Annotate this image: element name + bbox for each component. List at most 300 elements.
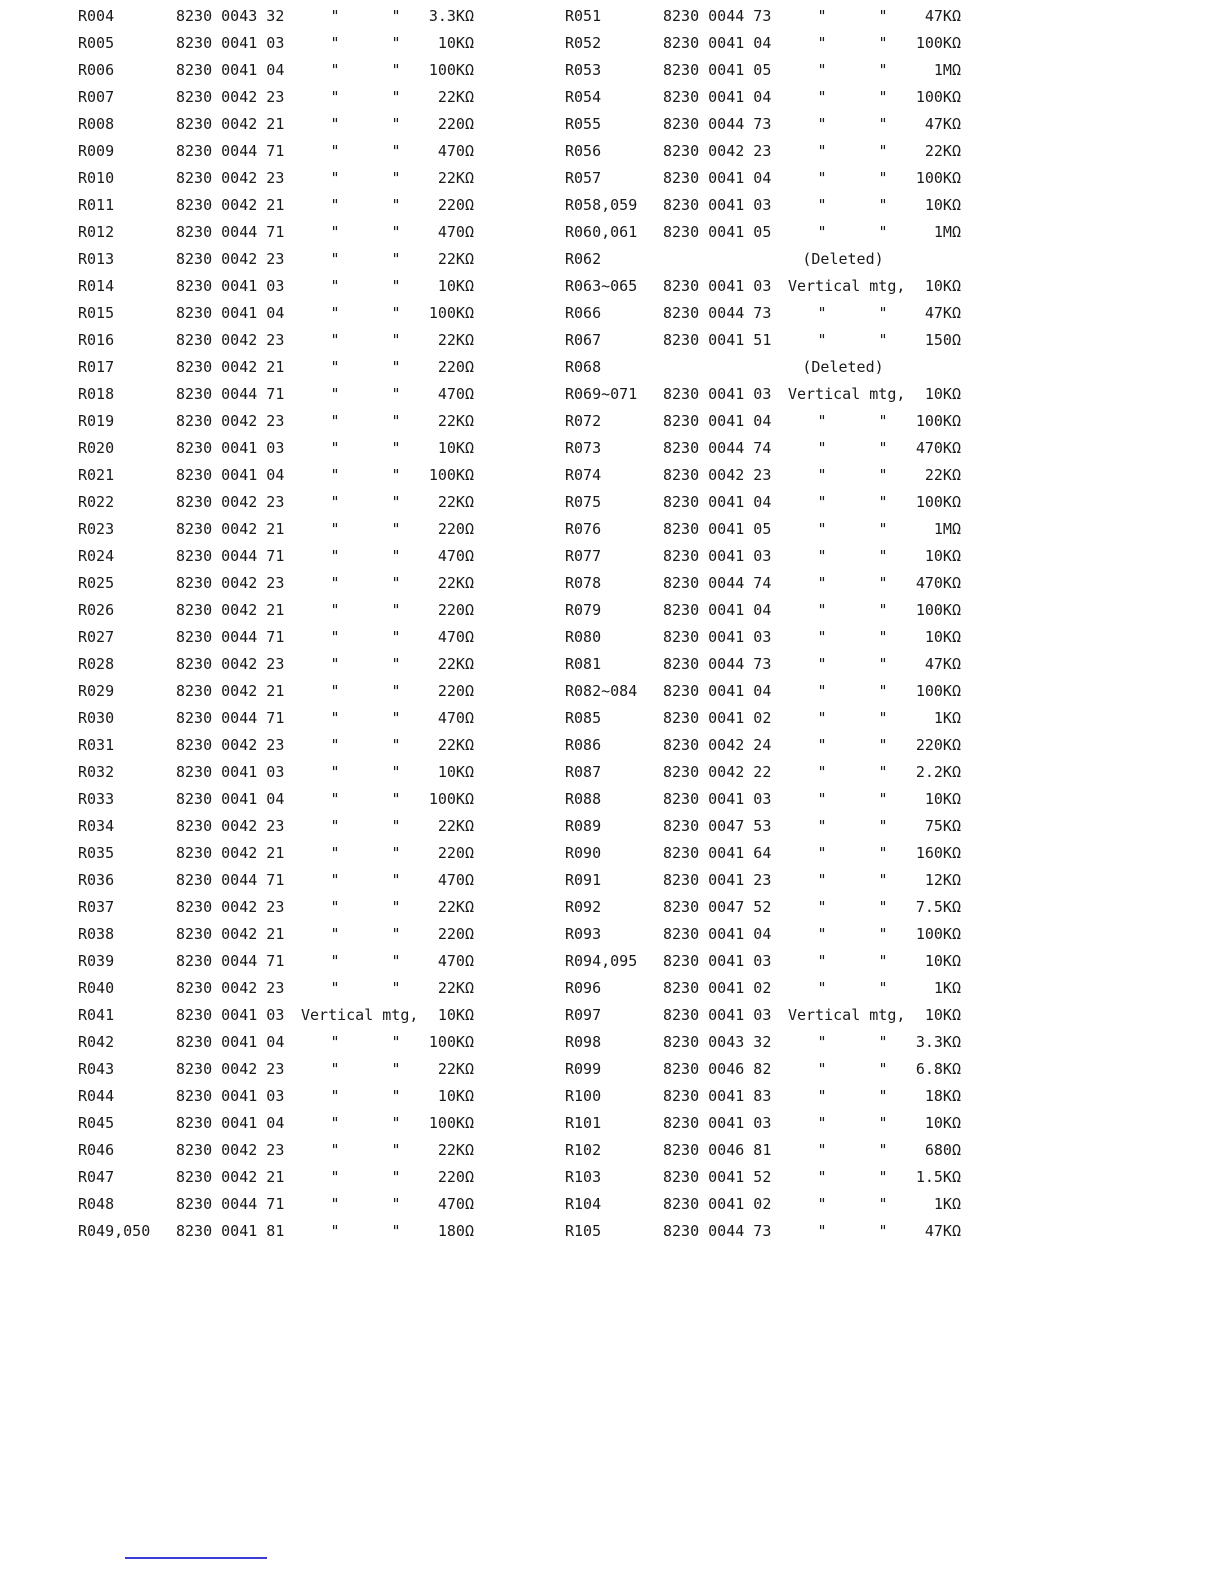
part-code: 8230 0044 71 [176, 952, 285, 970]
part-code: 8230 0042 23 [176, 88, 285, 106]
ditto-mark: " [330, 574, 340, 592]
resistance-value: 22KΩ [924, 142, 961, 160]
part-ref: R038 [78, 925, 115, 943]
ditto-mark: " [330, 331, 340, 349]
ditto-mark: " [878, 115, 888, 133]
part-ref: R087 [565, 763, 602, 781]
part-ref: R048 [78, 1195, 115, 1213]
footer-rule [125, 1557, 267, 1559]
ditto-mark: " [817, 493, 827, 511]
part-ref: R039 [78, 952, 115, 970]
resistance-value: 220Ω [437, 601, 474, 619]
ditto-mark: " [391, 277, 401, 295]
ditto-mark: " [878, 574, 888, 592]
ditto-mark: " [817, 844, 827, 862]
resistance-value: 100KΩ [915, 169, 961, 187]
ditto-mark: " [330, 520, 340, 538]
resistance-value: 1MΩ [933, 61, 961, 79]
part-code: 8230 0042 23 [176, 574, 285, 592]
ditto-mark: " [817, 1060, 827, 1078]
part-ref: R052 [565, 34, 602, 52]
part-ref: R042 [78, 1033, 115, 1051]
ditto-mark: " [391, 358, 401, 376]
resistance-value: 47KΩ [924, 7, 961, 25]
part-ref: R091 [565, 871, 602, 889]
ditto-mark: " [391, 331, 401, 349]
resistance-value: 10KΩ [924, 385, 961, 403]
part-ref: R060,061 [565, 223, 638, 241]
resistance-value: 22KΩ [437, 979, 474, 997]
part-ref: R030 [78, 709, 115, 727]
part-code: 8230 0041 04 [176, 466, 285, 484]
deleted-note: (Deleted) [802, 358, 884, 376]
ditto-mark: " [817, 1168, 827, 1186]
part-ref: R054 [565, 88, 602, 106]
part-ref: R068 [565, 358, 602, 376]
part-code: 8230 0041 03 [176, 34, 285, 52]
part-ref: R022 [78, 493, 115, 511]
ditto-mark: " [330, 763, 340, 781]
part-code: 8230 0041 03 [176, 1006, 285, 1024]
part-code: 8230 0042 23 [176, 979, 285, 997]
resistance-value: 100KΩ [428, 61, 474, 79]
part-ref: R069~071 [565, 385, 638, 403]
resistance-value: 22KΩ [437, 331, 474, 349]
ditto-mark: " [817, 925, 827, 943]
part-ref: R016 [78, 331, 115, 349]
resistance-value: 22KΩ [924, 466, 961, 484]
part-ref: R066 [565, 304, 602, 322]
resistance-value: 10KΩ [437, 1087, 474, 1105]
part-ref: R067 [565, 331, 602, 349]
mounting-note: Vertical mtg, [788, 1006, 906, 1024]
ditto-mark: " [817, 682, 827, 700]
part-code: 8230 0042 23 [176, 1141, 285, 1159]
part-ref: R019 [78, 412, 115, 430]
part-code: 8230 0041 04 [176, 61, 285, 79]
part-code: 8230 0042 23 [663, 142, 772, 160]
part-code: 8230 0042 21 [176, 1168, 285, 1186]
ditto-mark: " [878, 493, 888, 511]
ditto-mark: " [878, 871, 888, 889]
part-ref: R073 [565, 439, 602, 457]
part-code: 8230 0041 03 [176, 1087, 285, 1105]
ditto-mark: " [391, 466, 401, 484]
resistance-value: 22KΩ [437, 1060, 474, 1078]
ditto-mark: " [391, 169, 401, 187]
part-code: 8230 0044 71 [176, 871, 285, 889]
part-ref: R006 [78, 61, 115, 79]
ditto-mark: " [391, 655, 401, 673]
part-ref: R046 [78, 1141, 115, 1159]
resistance-value: 10KΩ [437, 277, 474, 295]
ditto-mark: " [330, 1222, 340, 1240]
resistance-value: 1KΩ [933, 979, 961, 997]
ditto-mark: " [330, 1141, 340, 1159]
resistance-value: 7.5KΩ [915, 898, 961, 916]
part-ref: R101 [565, 1114, 602, 1132]
ditto-mark: " [391, 871, 401, 889]
resistance-value: 1KΩ [933, 709, 961, 727]
part-ref: R044 [78, 1087, 115, 1105]
ditto-mark: " [330, 871, 340, 889]
ditto-mark: " [391, 574, 401, 592]
part-code: 8230 0047 53 [663, 817, 772, 835]
part-ref: R058,059 [565, 196, 638, 214]
resistance-value: 10KΩ [437, 763, 474, 781]
part-code: 8230 0047 52 [663, 898, 772, 916]
ditto-mark: " [391, 88, 401, 106]
resistance-value: 470Ω [437, 871, 474, 889]
resistance-value: 10KΩ [924, 628, 961, 646]
part-code: 8230 0042 23 [176, 1060, 285, 1078]
part-code: 8230 0044 71 [176, 1195, 285, 1213]
part-code: 8230 0042 21 [176, 358, 285, 376]
ditto-mark: " [330, 7, 340, 25]
part-ref: R055 [565, 115, 602, 133]
part-code: 8230 0041 04 [176, 304, 285, 322]
part-ref: R015 [78, 304, 115, 322]
ditto-mark: " [817, 412, 827, 430]
ditto-mark: " [391, 61, 401, 79]
part-code: 8230 0042 23 [176, 493, 285, 511]
resistance-value: 10KΩ [924, 547, 961, 565]
ditto-mark: " [878, 844, 888, 862]
part-ref: R027 [78, 628, 115, 646]
part-code: 8230 0041 05 [663, 223, 772, 241]
part-ref: R094,095 [565, 952, 638, 970]
ditto-mark: " [330, 34, 340, 52]
part-code: 8230 0044 73 [663, 655, 772, 673]
ditto-mark: " [330, 844, 340, 862]
ditto-mark: " [878, 790, 888, 808]
part-code: 8230 0041 04 [663, 412, 772, 430]
part-code: 8230 0041 03 [663, 277, 772, 295]
part-code: 8230 0041 03 [663, 196, 772, 214]
ditto-mark: " [330, 277, 340, 295]
ditto-mark: " [391, 412, 401, 430]
ditto-mark: " [878, 142, 888, 160]
ditto-mark: " [330, 898, 340, 916]
part-code: 8230 0044 71 [176, 142, 285, 160]
part-ref: R010 [78, 169, 115, 187]
ditto-mark: " [391, 601, 401, 619]
part-ref: R079 [565, 601, 602, 619]
part-ref: R092 [565, 898, 602, 916]
part-code: 8230 0041 04 [663, 34, 772, 52]
ditto-mark: " [391, 1141, 401, 1159]
ditto-mark: " [817, 1087, 827, 1105]
ditto-mark: " [391, 682, 401, 700]
resistance-value: 160KΩ [915, 844, 961, 862]
part-ref: R081 [565, 655, 602, 673]
resistance-value: 1.5KΩ [915, 1168, 961, 1186]
part-code: 8230 0043 32 [663, 1033, 772, 1051]
ditto-mark: " [330, 1060, 340, 1078]
ditto-mark: " [330, 1087, 340, 1105]
part-code: 8230 0041 03 [663, 1114, 772, 1132]
resistance-value: 470Ω [437, 142, 474, 160]
ditto-mark: " [330, 547, 340, 565]
ditto-mark: " [878, 331, 888, 349]
part-ref: R100 [565, 1087, 602, 1105]
part-ref: R036 [78, 871, 115, 889]
resistance-value: 18KΩ [924, 1087, 961, 1105]
ditto-mark: " [330, 88, 340, 106]
resistance-value: 220Ω [437, 682, 474, 700]
ditto-mark: " [878, 169, 888, 187]
ditto-mark: " [878, 1060, 888, 1078]
part-code: 8230 0042 21 [176, 682, 285, 700]
part-code: 8230 0041 03 [176, 439, 285, 457]
ditto-mark: " [391, 1222, 401, 1240]
part-ref: R097 [565, 1006, 602, 1024]
part-code: 8230 0041 04 [663, 493, 772, 511]
resistance-value: 100KΩ [915, 601, 961, 619]
ditto-mark: " [391, 7, 401, 25]
ditto-mark: " [391, 898, 401, 916]
ditto-mark: " [878, 1033, 888, 1051]
resistance-value: 220KΩ [915, 736, 961, 754]
part-code: 8230 0042 21 [176, 520, 285, 538]
part-code: 8230 0041 04 [663, 682, 772, 700]
resistance-value: 220Ω [437, 1168, 474, 1186]
ditto-mark: " [391, 520, 401, 538]
part-ref: R090 [565, 844, 602, 862]
part-code: 8230 0042 23 [176, 736, 285, 754]
ditto-mark: " [330, 304, 340, 322]
ditto-mark: " [817, 547, 827, 565]
ditto-mark: " [391, 817, 401, 835]
part-code: 8230 0041 81 [176, 1222, 285, 1240]
ditto-mark: " [391, 952, 401, 970]
ditto-mark: " [391, 790, 401, 808]
ditto-mark: " [330, 952, 340, 970]
ditto-mark: " [817, 34, 827, 52]
ditto-mark: " [878, 601, 888, 619]
part-code: 8230 0041 02 [663, 1195, 772, 1213]
ditto-mark: " [878, 412, 888, 430]
part-code: 8230 0041 03 [176, 277, 285, 295]
part-code: 8230 0041 04 [176, 1114, 285, 1132]
resistance-value: 150Ω [924, 331, 961, 349]
ditto-mark: " [330, 628, 340, 646]
ditto-mark: " [330, 169, 340, 187]
ditto-mark: " [330, 142, 340, 160]
part-ref: R074 [565, 466, 602, 484]
part-ref: R023 [78, 520, 115, 538]
part-ref: R085 [565, 709, 602, 727]
ditto-mark: " [817, 223, 827, 241]
resistance-value: 22KΩ [437, 736, 474, 754]
ditto-mark: " [391, 385, 401, 403]
part-ref: R011 [78, 196, 115, 214]
part-code: 8230 0044 71 [176, 628, 285, 646]
ditto-mark: " [330, 682, 340, 700]
ditto-mark: " [878, 1114, 888, 1132]
resistance-value: 3.3KΩ [428, 7, 474, 25]
ditto-mark: " [391, 709, 401, 727]
part-code: 8230 0041 03 [663, 1006, 772, 1024]
part-code: 8230 0041 51 [663, 331, 772, 349]
part-ref: R024 [78, 547, 115, 565]
ditto-mark: " [330, 1195, 340, 1213]
resistance-value: 100KΩ [915, 88, 961, 106]
resistance-value: 22KΩ [437, 898, 474, 916]
ditto-mark: " [330, 61, 340, 79]
ditto-mark: " [878, 439, 888, 457]
part-ref: R035 [78, 844, 115, 862]
resistance-value: 10KΩ [924, 277, 961, 295]
part-ref: R026 [78, 601, 115, 619]
resistance-value: 22KΩ [437, 1141, 474, 1159]
ditto-mark: " [878, 466, 888, 484]
part-ref: R034 [78, 817, 115, 835]
part-code: 8230 0044 74 [663, 574, 772, 592]
part-code: 8230 0041 04 [176, 1033, 285, 1051]
ditto-mark: " [878, 1141, 888, 1159]
ditto-mark: " [817, 655, 827, 673]
resistance-value: 22KΩ [437, 655, 474, 673]
ditto-mark: " [817, 790, 827, 808]
part-code: 8230 0042 21 [176, 601, 285, 619]
ditto-mark: " [330, 790, 340, 808]
part-ref: R014 [78, 277, 115, 295]
part-ref: R049,050 [78, 1222, 151, 1240]
ditto-mark: " [391, 196, 401, 214]
ditto-mark: " [391, 1114, 401, 1132]
mounting-note: Vertical mtg, [301, 1006, 419, 1024]
ditto-mark: " [330, 250, 340, 268]
part-ref: R098 [565, 1033, 602, 1051]
part-ref: R062 [565, 250, 602, 268]
ditto-mark: " [817, 709, 827, 727]
part-ref: R045 [78, 1114, 115, 1132]
ditto-mark: " [817, 817, 827, 835]
ditto-mark: " [817, 979, 827, 997]
resistance-value: 22KΩ [437, 493, 474, 511]
part-ref: R008 [78, 115, 115, 133]
ditto-mark: " [330, 115, 340, 133]
part-code: 8230 0041 23 [663, 871, 772, 889]
part-code: 8230 0042 24 [663, 736, 772, 754]
part-ref: R082~084 [565, 682, 638, 700]
part-code: 8230 0041 04 [663, 169, 772, 187]
part-ref: R032 [78, 763, 115, 781]
resistance-value: 1MΩ [933, 520, 961, 538]
resistance-value: 180Ω [437, 1222, 474, 1240]
ditto-mark: " [878, 7, 888, 25]
part-code: 8230 0046 81 [663, 1141, 772, 1159]
part-code: 8230 0041 03 [663, 628, 772, 646]
part-code: 8230 0041 52 [663, 1168, 772, 1186]
ditto-mark: " [330, 466, 340, 484]
ditto-mark: " [391, 439, 401, 457]
ditto-mark: " [391, 1060, 401, 1078]
ditto-mark: " [878, 763, 888, 781]
ditto-mark: " [391, 223, 401, 241]
ditto-mark: " [391, 34, 401, 52]
ditto-mark: " [330, 709, 340, 727]
ditto-mark: " [330, 196, 340, 214]
ditto-mark: " [330, 223, 340, 241]
ditto-mark: " [817, 331, 827, 349]
part-ref: R096 [565, 979, 602, 997]
ditto-mark: " [878, 655, 888, 673]
part-ref: R088 [565, 790, 602, 808]
part-ref: R077 [565, 547, 602, 565]
resistance-value: 22KΩ [437, 412, 474, 430]
ditto-mark: " [391, 844, 401, 862]
part-ref: R005 [78, 34, 115, 52]
part-code: 8230 0044 71 [176, 385, 285, 403]
ditto-mark: " [391, 1033, 401, 1051]
part-ref: R021 [78, 466, 115, 484]
ditto-mark: " [817, 628, 827, 646]
ditto-mark: " [330, 979, 340, 997]
part-code: 8230 0042 21 [176, 925, 285, 943]
resistance-value: 22KΩ [437, 250, 474, 268]
part-code: 8230 0041 02 [663, 979, 772, 997]
part-ref: R029 [78, 682, 115, 700]
resistance-value: 470KΩ [915, 574, 961, 592]
resistance-value: 680Ω [924, 1141, 961, 1159]
resistance-value: 100KΩ [428, 304, 474, 322]
resistance-value: 12KΩ [924, 871, 961, 889]
part-code: 8230 0041 03 [663, 547, 772, 565]
part-code: 8230 0041 05 [663, 61, 772, 79]
resistance-value: 1MΩ [933, 223, 961, 241]
deleted-note: (Deleted) [802, 250, 884, 268]
ditto-mark: " [817, 115, 827, 133]
ditto-mark: " [330, 412, 340, 430]
part-ref: R018 [78, 385, 115, 403]
part-ref: R086 [565, 736, 602, 754]
ditto-mark: " [391, 115, 401, 133]
resistance-value: 100KΩ [915, 34, 961, 52]
ditto-mark: " [817, 61, 827, 79]
part-code: 8230 0041 03 [176, 763, 285, 781]
ditto-mark: " [878, 682, 888, 700]
resistance-value: 2.2KΩ [915, 763, 961, 781]
part-code: 8230 0041 03 [663, 952, 772, 970]
part-ref: R057 [565, 169, 602, 187]
part-code: 8230 0041 04 [663, 925, 772, 943]
part-code: 8230 0041 03 [663, 385, 772, 403]
part-code: 8230 0041 02 [663, 709, 772, 727]
part-code: 8230 0041 04 [663, 601, 772, 619]
resistance-value: 220Ω [437, 925, 474, 943]
part-ref: R102 [565, 1141, 602, 1159]
ditto-mark: " [391, 628, 401, 646]
ditto-mark: " [878, 304, 888, 322]
resistance-value: 470Ω [437, 1195, 474, 1213]
ditto-mark: " [817, 1141, 827, 1159]
resistance-value: 470Ω [437, 547, 474, 565]
part-code: 8230 0042 23 [176, 412, 285, 430]
resistance-value: 47KΩ [924, 304, 961, 322]
part-ref: R012 [78, 223, 115, 241]
part-code: 8230 0042 23 [663, 466, 772, 484]
part-ref: R103 [565, 1168, 602, 1186]
part-code: 8230 0046 82 [663, 1060, 772, 1078]
part-code: 8230 0044 71 [176, 547, 285, 565]
resistance-value: 100KΩ [915, 412, 961, 430]
part-ref: R028 [78, 655, 115, 673]
ditto-mark: " [878, 1222, 888, 1240]
ditto-mark: " [817, 1033, 827, 1051]
ditto-mark: " [817, 898, 827, 916]
